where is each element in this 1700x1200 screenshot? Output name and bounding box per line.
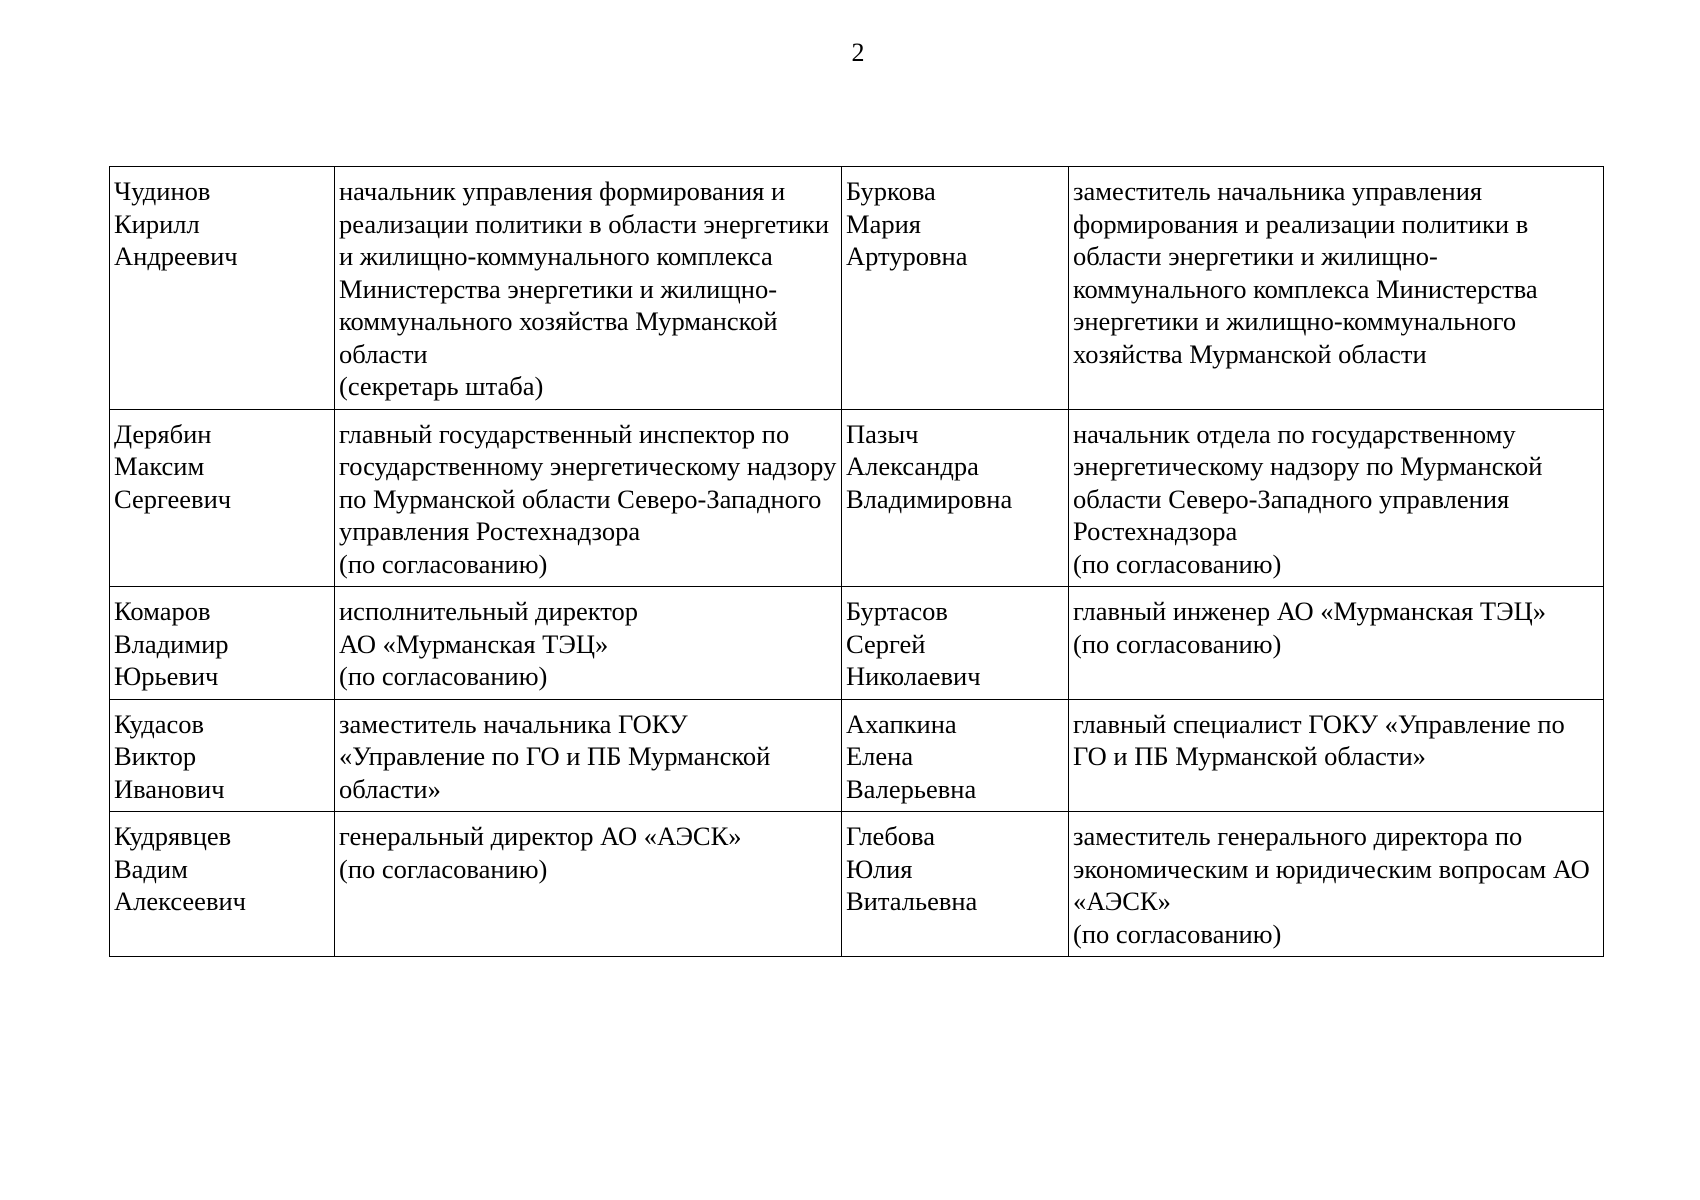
table-row xyxy=(110,587,1604,700)
table-row xyxy=(110,409,1604,587)
member-position-cell: заместитель начальника ГОКУ «Управление по ГО и ПБ Мурманской области» xyxy=(335,699,842,812)
table-row xyxy=(110,812,1604,957)
deputy-position-cell: заместитель начальника управления формирования и реализации политики в области энергетики и жилищно-коммунального комплекса Министерства энергетики и жилищно-коммунального хозяйства Мурманской области xyxy=(1069,167,1604,410)
deputy-name-cell: Глебова Юлия Витальевна xyxy=(842,812,1069,957)
deputy-name-cell: Пазыч Александра Владимировна xyxy=(842,409,1069,587)
member-name-cell: Кудрявцев Вадим Алексеевич xyxy=(110,812,335,957)
member-position-cell: главный государственный инспектор по государственному энергетическому надзору по Мурманской области Северо-Западного управления Ростехнадзора (по согласованию) xyxy=(335,409,842,587)
member-name-cell: Комаров Владимир Юрьевич xyxy=(110,587,335,700)
table-row xyxy=(110,699,1604,812)
member-name-cell: Чудинов Кирилл Андреевич xyxy=(110,167,335,410)
member-position-cell: генеральный директор АО «АЭСК» (по согласованию) xyxy=(335,812,842,957)
deputy-name-cell: Буртасов Сергей Николаевич xyxy=(842,587,1069,700)
member-position-cell: исполнительный директор АО «Мурманская ТЭЦ» (по согласованию) xyxy=(335,587,842,700)
member-position-cell: начальник управления формирования и реализации политики в области энергетики и жилищно-коммунального комплекса Министерства энергетики и жилищно-коммунального хозяйства Мурманской области (секретарь штаба) xyxy=(335,167,842,410)
deputy-position-cell: главный инженер АО «Мурманская ТЭЦ» (по согласованию) xyxy=(1069,587,1604,700)
deputy-position-cell: главный специалист ГОКУ «Управление по ГО и ПБ Мурманской области» xyxy=(1069,699,1604,812)
deputy-name-cell: Буркова Мария Артуровна xyxy=(842,167,1069,410)
deputy-name-cell: Ахапкина Елена Валерьевна xyxy=(842,699,1069,812)
member-name-cell: Дерябин Максим Сергеевич xyxy=(110,409,335,587)
page-number: 2 xyxy=(851,38,865,67)
member-name-cell: Кудасов Виктор Иванович xyxy=(110,699,335,812)
table-row xyxy=(110,167,1604,410)
deputy-position-cell: заместитель генерального директора по экономическим и юридическим вопросам АО «АЭСК» (по согласованию) xyxy=(1069,812,1604,957)
staff-members-table xyxy=(109,166,1604,957)
deputy-position-cell: начальник отдела по государственному энергетическому надзору по Мурманской области Северо-Западного управления Ростехнадзора (по согласованию) xyxy=(1069,409,1604,587)
